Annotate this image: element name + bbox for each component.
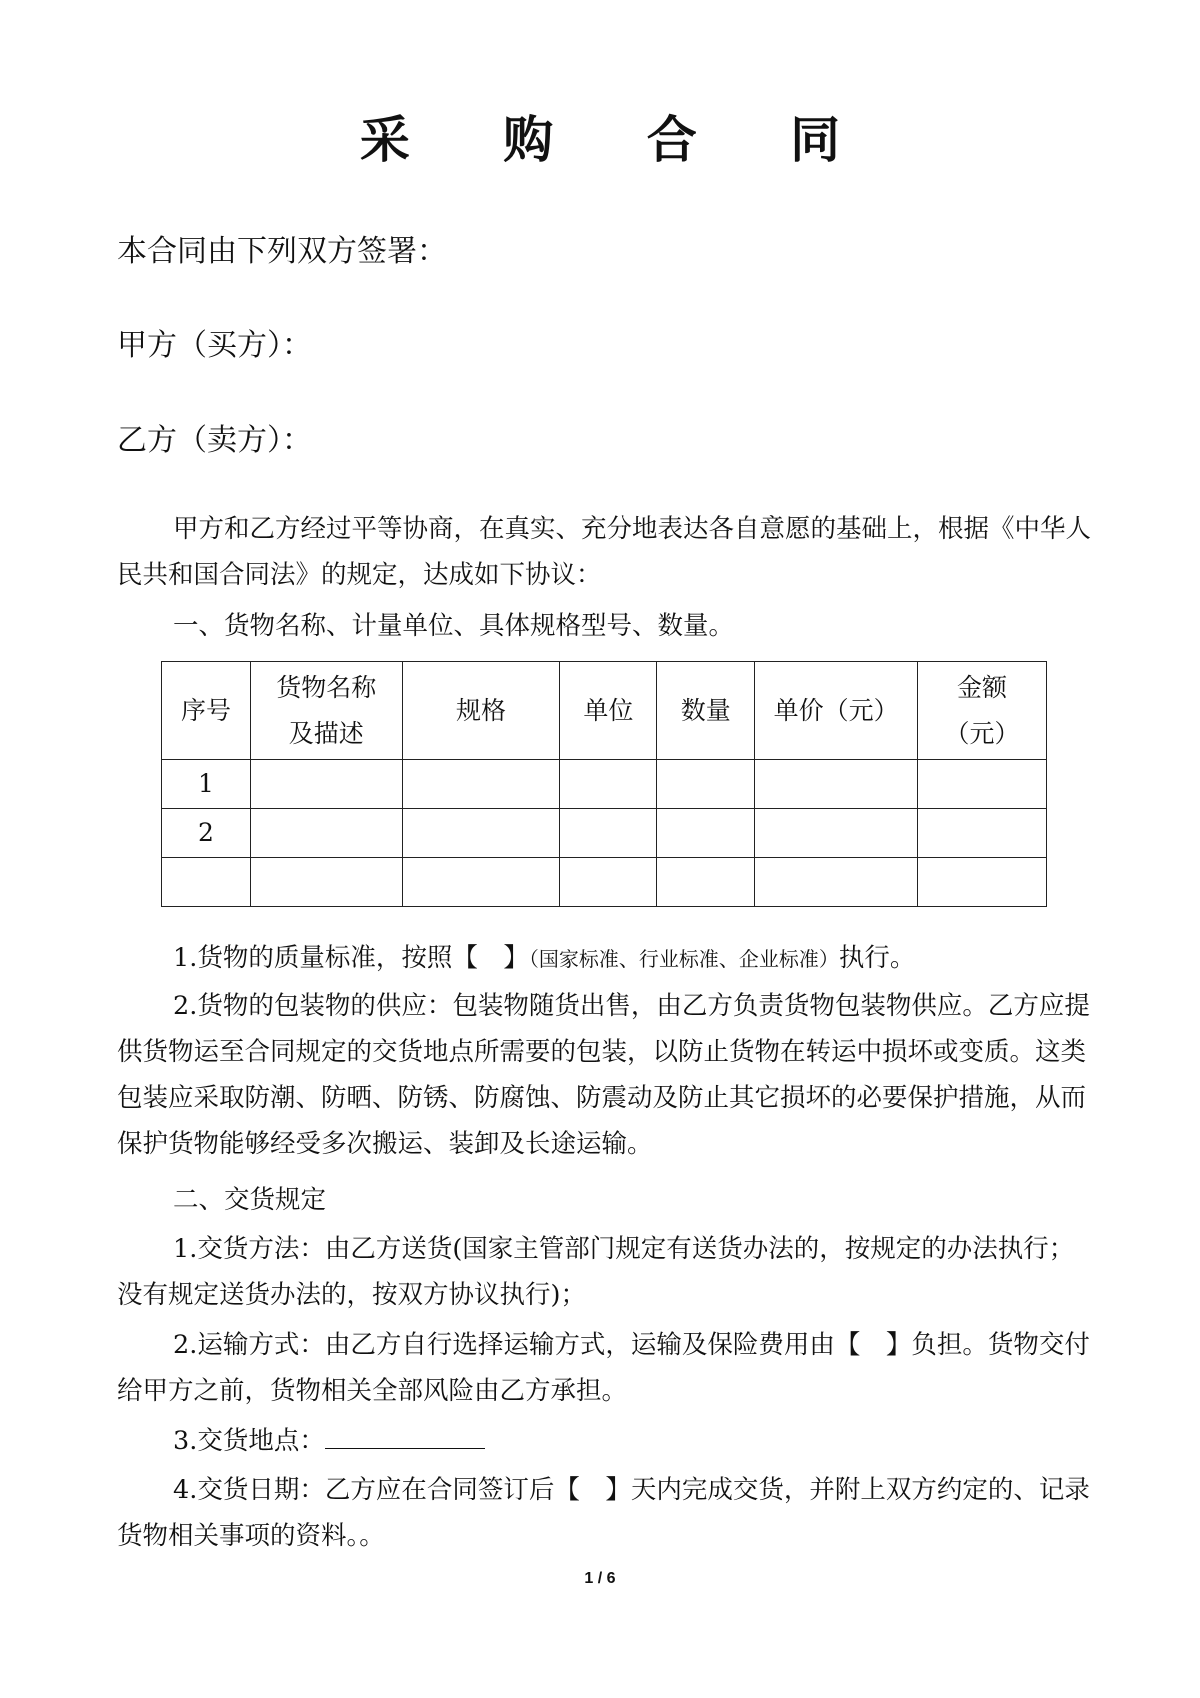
clause-1-2: 2.货物的包装物的供应：包装物随货出售，由乙方负责货物包装物供应。乙方应提供货物运至合同规定的交货地点所需要的包装，以防止货物在转运中损坏或变质。这类包装应采取防潮、防晒、防锈、防腐蚀、防震动及防止其它损坏的必要保护措施，从而保护货物能够经受多次搬运、装卸及长途运输。	[117, 991, 1090, 1159]
clause-2-1: 1.交货方法：由乙方送货(国家主管部门规定有送货办法的，按规定的办法执行；没有规定送货办法的，按双方协议执行)；	[117, 1234, 1075, 1310]
table-cell	[918, 809, 1047, 858]
table-row	[162, 760, 1047, 809]
clause-2-4: 4.交货日期：乙方应在合同签订后【 】天内完成交货，并附上双方约定的、记录货物相关事项的资料。。	[117, 1475, 1090, 1551]
table-cell	[755, 858, 918, 907]
table-cell	[918, 760, 1047, 809]
table-cell	[560, 760, 657, 809]
party-a-line: 甲方（买方）：	[117, 328, 312, 363]
table-cell	[250, 760, 402, 809]
document-title: 采 购 合 同	[359, 111, 879, 169]
table-cell	[250, 858, 402, 907]
party-b-line: 乙方（卖方）：	[117, 423, 312, 458]
row-seq: 2	[162, 809, 251, 858]
table-cell	[755, 760, 918, 809]
intro-line: 本合同由下列双方签署：	[117, 234, 447, 269]
section1-title: 一、货物名称、计量单位、具体规格型号、数量。	[173, 611, 735, 641]
delivery-location-label: 3.交货地点：	[173, 1426, 325, 1456]
table-row	[162, 809, 1047, 858]
header-spec: 规格	[402, 662, 560, 760]
header-amount	[918, 662, 1047, 760]
table-cell	[657, 858, 755, 907]
header-seq: 序号	[162, 662, 251, 760]
row-seq: 1	[162, 760, 251, 809]
table-cell	[402, 760, 560, 809]
page-number: 1 / 6	[584, 1570, 616, 1587]
table-row	[162, 858, 1047, 907]
header-qty: 数量	[657, 662, 755, 760]
row-seq	[162, 858, 251, 907]
table-cell	[657, 760, 755, 809]
section2-title: 二、交货规定	[173, 1185, 327, 1215]
clause-1-1-prefix: 1.货物的质量标准，按照【 】	[173, 943, 529, 973]
table-cell	[402, 858, 560, 907]
table-cell	[560, 809, 657, 858]
table-header-row	[162, 662, 1047, 760]
header-unit-price: 单价（元）	[755, 662, 918, 760]
table-cell	[250, 809, 402, 858]
header-amount-line1: 金额	[957, 672, 1008, 702]
delivery-location-blank	[325, 1418, 485, 1449]
table-cell	[402, 809, 560, 858]
preamble-paragraph: 甲方和乙方经过平等协商，在真实、充分地表达各自意愿的基础上，根据《中华人民共和国合同法》的规定，达成如下协议：	[117, 514, 1092, 590]
clause-1-1-options: （国家标准、行业标准、企业标准）	[528, 947, 839, 971]
table-cell	[918, 858, 1047, 907]
goods-table	[161, 661, 1047, 907]
header-name	[250, 662, 402, 760]
table-cell	[560, 858, 657, 907]
header-unit: 单位	[560, 662, 657, 760]
table-cell	[755, 809, 918, 858]
table-cell	[657, 809, 755, 858]
clause-1-1-suffix: 执行。	[838, 943, 916, 973]
header-amount-line2: （元）	[944, 718, 1020, 748]
clause-2-2: 2.运输方式：由乙方自行选择运输方式，运输及保险费用由【 】负担。货物交付给甲方之前，货物相关全部风险由乙方承担。	[117, 1330, 1090, 1406]
header-name-line2: 及描述	[288, 718, 364, 748]
header-name-line1: 货物名称	[276, 672, 377, 702]
clause-2-3	[173, 1418, 485, 1464]
clause-1-1	[173, 935, 915, 982]
